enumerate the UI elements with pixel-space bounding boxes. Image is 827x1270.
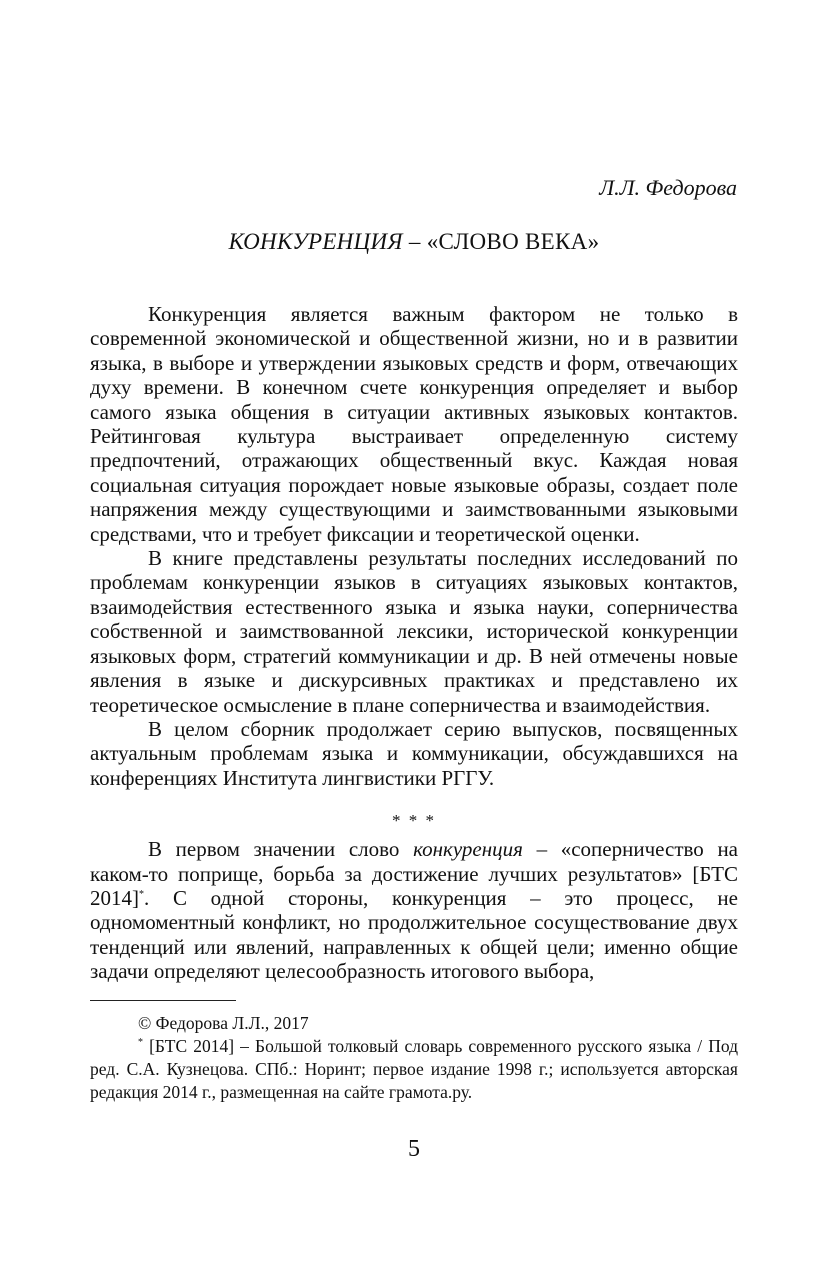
footnote-body: [БТС 2014] – Большой толковый словарь современного русского языка / Под ред. С.А. Кузнецова. СПб.: Норинт; первое издание 1998 г.; используется авторская редакция 2014 г., размещенная на сайте грамота.ру. [90,1036,738,1102]
paragraph-4 [90,837,738,983]
section-separator: * * * [392,811,436,831]
page-number: 5 [408,1136,420,1162]
author-name: Л.Л. Федорова [599,175,737,200]
paragraph-4-start: В первом значении слово [148,837,414,862]
paragraph-1: Конкуренция является важным фактором не только в современной экономической и общественной жизни, но и в развитии языка, в выборе и утверждении языковых средств и форм, отвечающих духу времени. В конечном счете конкуренция определяет и выбор самого языка общения в ситуации активных языковых контактов. Рейтинговая культура выстраивает определенную систему предпочтений, отражающих общественный вкус. Каждая новая социальная ситуация порождает новые языковые образы, создает поле напряжения между существующими и заимствованными языковыми средствами, что и требует фиксации и теоретической оценки. [90,302,738,546]
paragraph-4-end: . С одной стороны, конкуренция – это процесс, не одномоментный конфликт, но продолжительное сосуществование двух тенденций или явлений, направленных к общей цели; именно общие задачи определяют целесообразность итогового выбора, [90,885,738,984]
copyright-line: © Федорова Л.Л., 2017 [138,1013,309,1033]
article-title [90,227,738,257]
footnote-divider [90,1000,236,1001]
article-body [90,302,738,984]
term-italic: конкуренция [413,837,523,862]
title-main: КОНКУРЕНЦИЯ [228,229,403,254]
title-dash: – [402,229,427,254]
footnote-marker: * [138,1037,143,1049]
paragraph-4-definition: – «соперничество на каком-то поприще, борьба за достижение лучших результатов» [БТС 2014] [90,837,738,910]
paragraph-2: В книге представлены результаты последних исследований по проблемам конкуренции языков в ситуациях языковых контактов, взаимодействия естественного языка и языка науки, соперничества собственной и заимствованной лексики, исторической конкуренции языковых форм, стратегий коммуникации и др. В ней отмечены новые явления в языке и дискурсивных практиках и представлено их теоретическое осмысление в плане соперничества и взаимодействия. [90,546,738,717]
footnote-text [90,1035,738,1104]
footnotes [90,1012,738,1104]
paragraph-3: В целом сборник продолжает серию выпусков, посвященных актуальным проблемам языка и коммуникации, обсуждавшихся на конференциях Института лингвистики РГГУ. [90,716,738,790]
title-sub: «СЛОВО ВЕКА» [426,229,600,254]
footnote-reference[interactable]: * [139,888,144,900]
